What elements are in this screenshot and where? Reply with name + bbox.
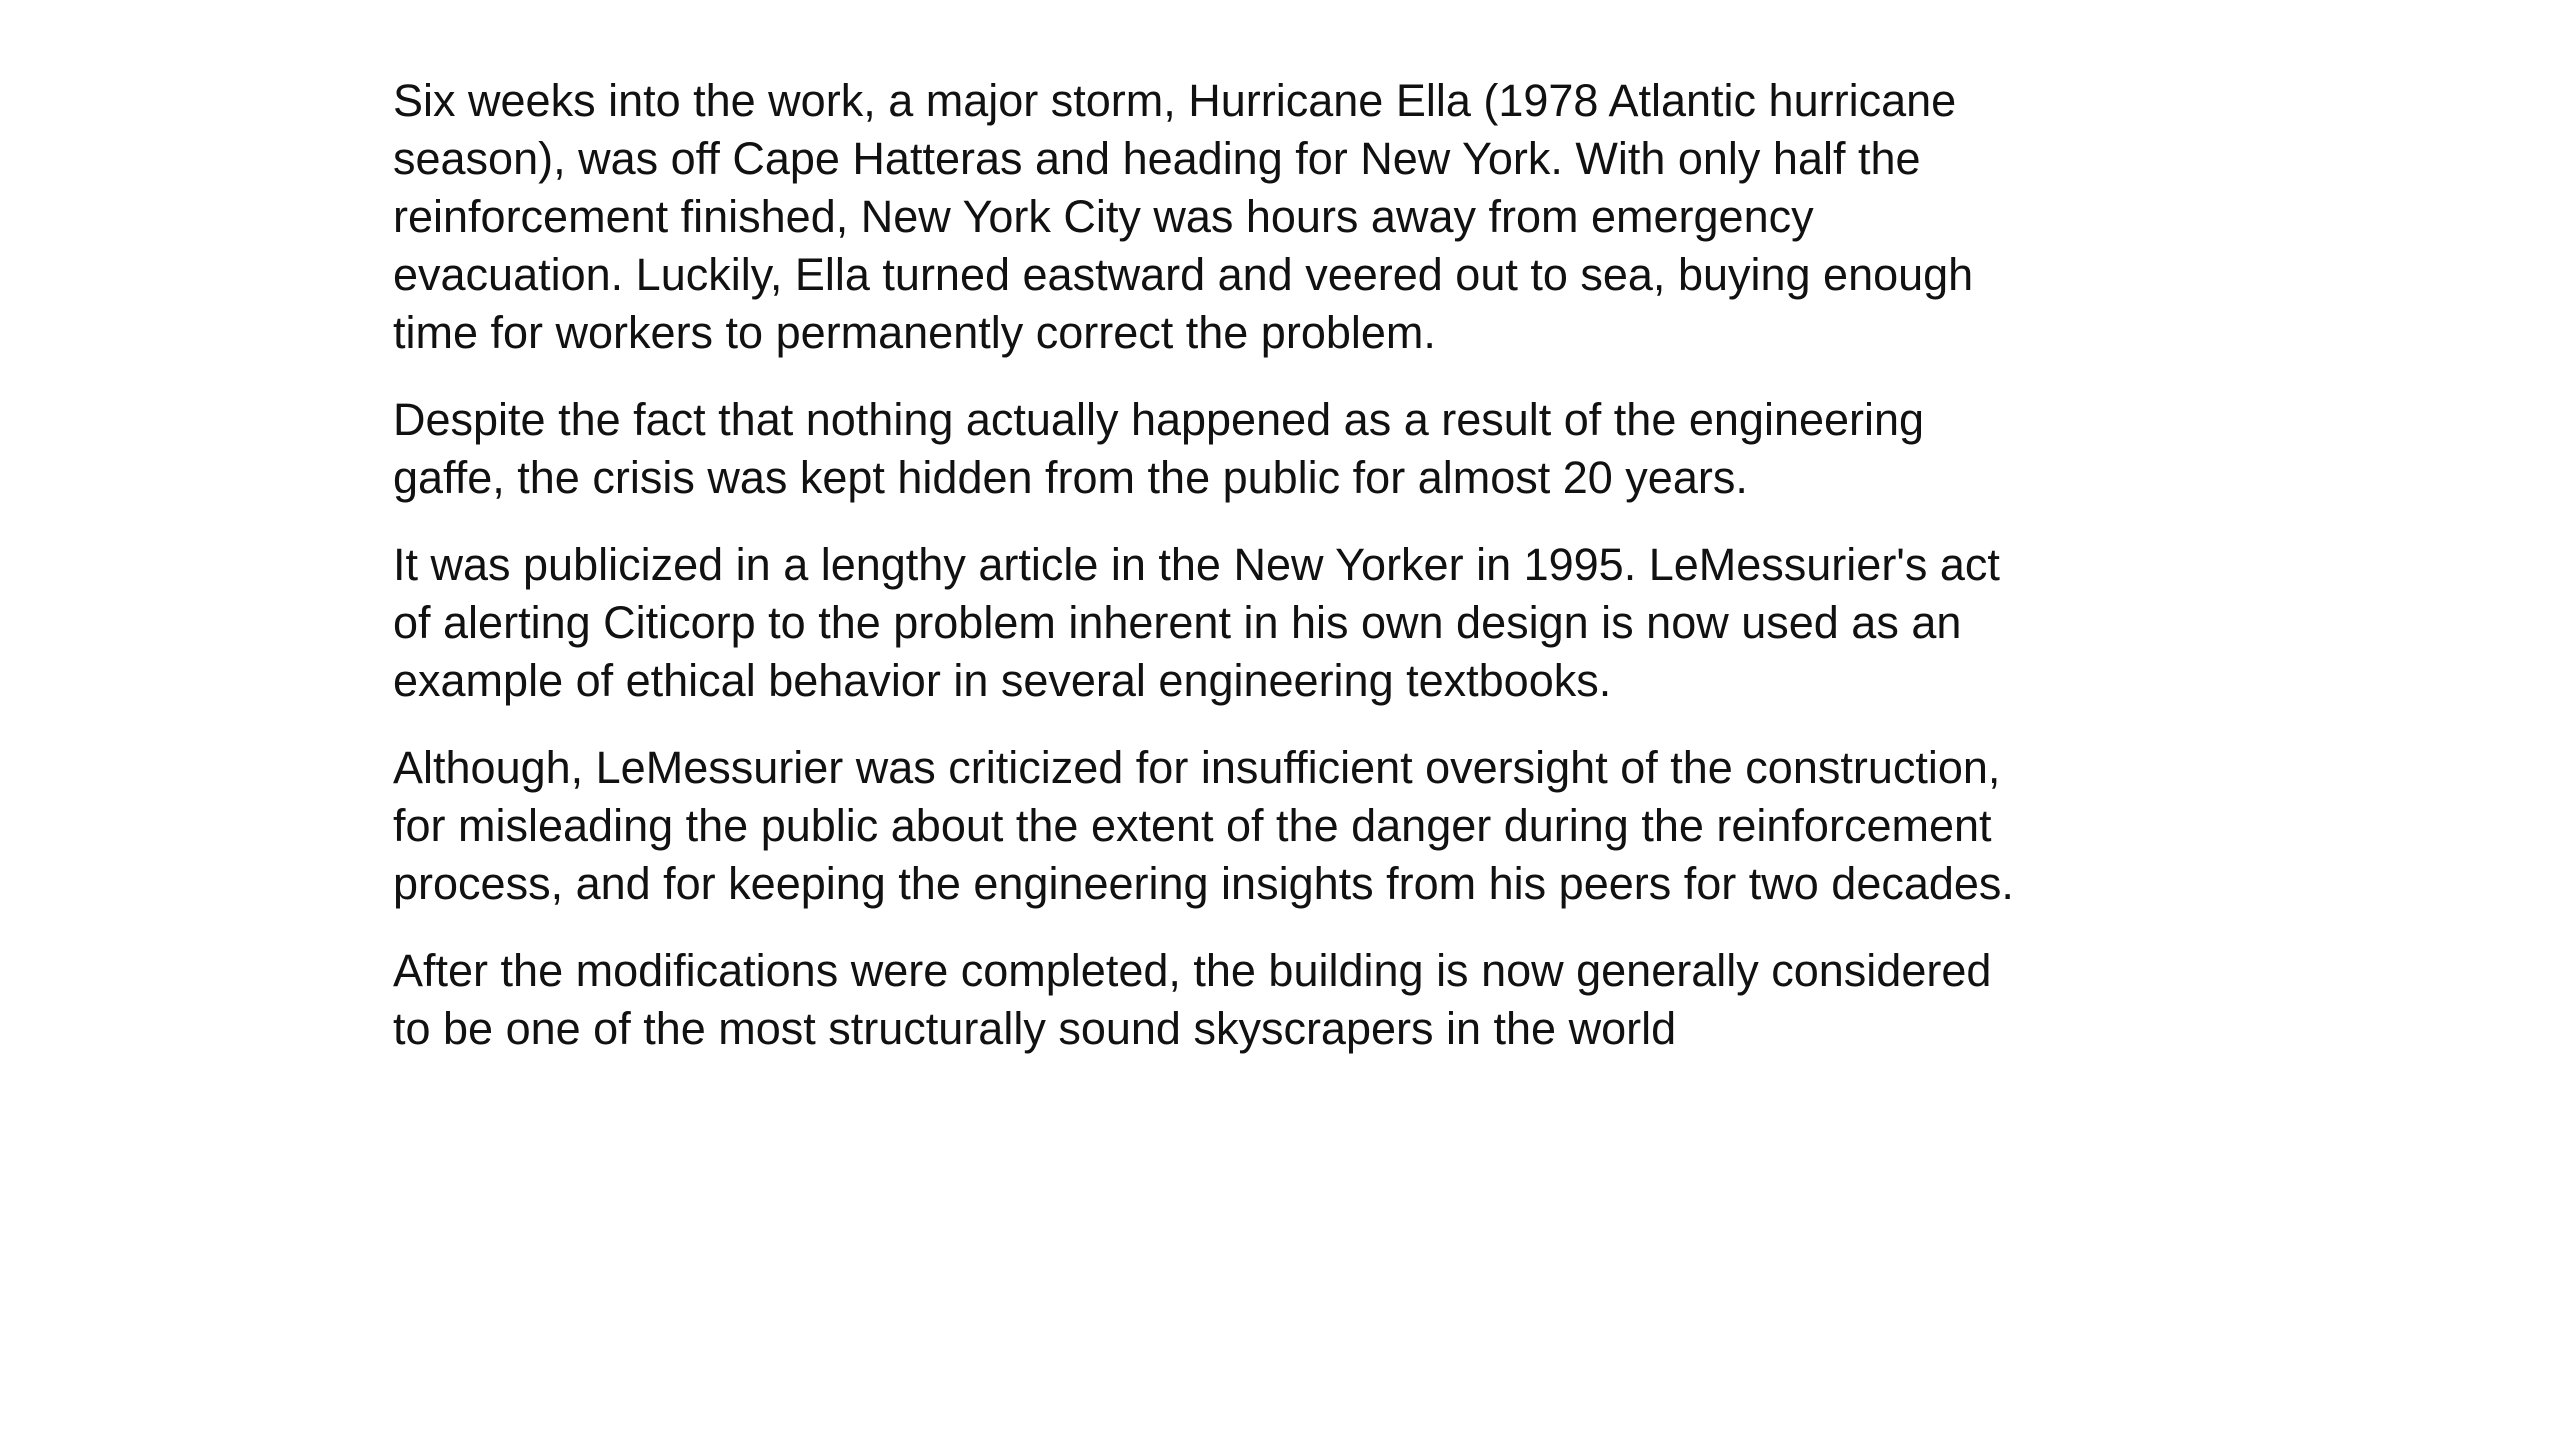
paragraph-new-yorker-article: It was publicized in a lengthy article in the New Yorker in 1995. LeMessurier's act of alerting Citicorp to the problem inherent in his own design is now used as an example of ethical behavior in several engineering textbooks.: [393, 539, 2000, 706]
paragraph-structurally-sound: After the modifications were completed, the building is now generally considered to be one of the most structurally sound skyscrapers in the world: [393, 945, 1992, 1054]
paragraph-criticism: Although, LeMessurier was criticized for insufficient oversight of the construction, for misleading the public about the extent of the danger during the reinforcement process, and for keeping the engineering insights from his peers for two decades.: [393, 742, 2014, 909]
paragraph-hurricane-ella: Six weeks into the work, a major storm, Hurricane Ella (1978 Atlantic hurricane season), was off Cape Hatteras and heading for New York. With only half the reinforcement finished, New York City was hours away from emergency evacuation. Luckily, Ella turned eastward and veered out to sea, buying enough time for workers to permanently correct the problem.: [393, 75, 1974, 358]
paragraph-crisis-hidden: Despite the fact that nothing actually happened as a result of the engineering gaffe, the crisis was kept hidden from the public for almost 20 years.: [393, 394, 1925, 503]
text-column: [393, 72, 2153, 1087]
